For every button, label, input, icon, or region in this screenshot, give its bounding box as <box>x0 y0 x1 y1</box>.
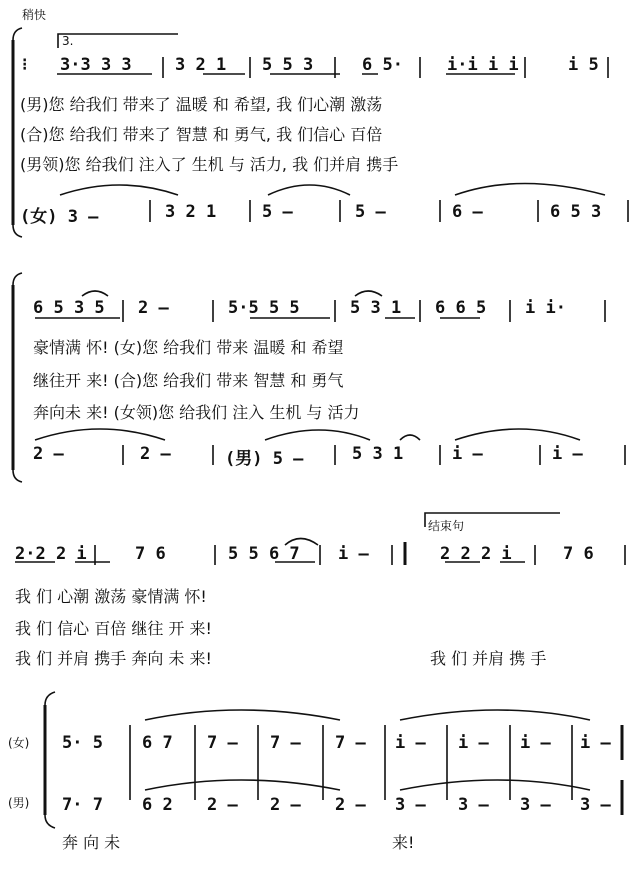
male-bar-6: i – <box>552 444 583 464</box>
lyric-ending: 我 们 并肩 携 手 <box>430 649 547 668</box>
bar-14: 7 6 <box>135 544 166 564</box>
female-bar-1: 5· 5 <box>62 733 103 753</box>
male-bar-4: 5 3 1 <box>352 444 404 464</box>
female-bar-3: 5 – <box>262 202 293 222</box>
bar-15: 5 5 6 7 <box>228 544 300 564</box>
male-bar-1: 7· 7 <box>62 795 103 815</box>
male-bar-3: (男) 5 – <box>225 449 304 469</box>
male-bar-4: 2 – <box>270 795 301 815</box>
male-bar-1: 2 – <box>33 444 64 464</box>
male-label: (男) <box>8 796 30 810</box>
lyric-ending: 来! <box>392 833 415 852</box>
lyric-line-1: 我 们 心潮 激荡 豪情满 怀! <box>15 587 207 606</box>
bar-9: 5·5 5 5 <box>228 298 300 318</box>
lyric-line-2: 我 们 信心 百倍 继往 开 来! <box>15 619 212 638</box>
bar-7: 6 5 3 5 <box>33 298 105 318</box>
male-bar-2: 2 – <box>140 444 171 464</box>
male-bar-5: i – <box>452 444 483 464</box>
bar-13: 2·2 2 i <box>15 544 87 564</box>
volta-3: 3. <box>62 34 74 48</box>
female-bar-6: 6 5 3 <box>550 202 602 222</box>
lyric-male-lead: (男领)您 给我们 注入了 生机 与 活力, 我 们并肩 携手 <box>20 155 399 174</box>
tempo-marking: 稍快 <box>22 8 47 22</box>
male-bar-5: 2 – <box>335 795 366 815</box>
bar-5: i·i i i <box>447 55 519 75</box>
lyric-line-1: 豪情满 怀! (女)您 给我们 带来 温暖 和 希望 <box>33 338 344 357</box>
lyric-male: (男)您 给我们 带来了 温暖 和 希望, 我 们心潮 激荡 <box>20 95 383 114</box>
male-bar-9: 3 – <box>580 795 611 815</box>
female-bar-2: 6 7 <box>142 733 173 753</box>
male-bar-2: 6 2 <box>142 795 173 815</box>
lyric-line-3: 奔向未 来! (女领)您 给我们 注入 生机 与 活力 <box>33 403 360 422</box>
male-bar-7: 3 – <box>458 795 489 815</box>
female-bar-7: i – <box>458 733 489 753</box>
female-label: (女) <box>8 736 30 750</box>
female-bar-4: 7 – <box>270 733 301 753</box>
bar-6: i 5 <box>568 55 599 75</box>
bar-12: i i· <box>525 298 566 318</box>
repeat-sign: ⁝ <box>22 55 28 75</box>
ending-label: 结束句 <box>428 519 465 533</box>
lyric-line-3: 我 们 并肩 携手 奔向 未 来! <box>15 649 212 668</box>
female-bar-9: i – <box>580 733 611 753</box>
bar-10: 5 3 1 <box>350 298 402 318</box>
female-bar-4: 5 – <box>355 202 386 222</box>
bar-2: 3 2 1 <box>175 55 227 75</box>
bar-17: 2 2 2 i <box>440 544 512 564</box>
female-bar-6: i – <box>395 733 426 753</box>
female-bar-3: 7 – <box>207 733 238 753</box>
bar-8: 2 – <box>138 298 169 318</box>
female-bar-2: 3 2 1 <box>165 202 217 222</box>
male-bar-3: 2 – <box>207 795 238 815</box>
bar-11: 6 6 5 <box>435 298 487 318</box>
bar-18: 7 6 <box>563 544 594 564</box>
male-bar-8: 3 – <box>520 795 551 815</box>
male-bar-6: 3 – <box>395 795 426 815</box>
female-bar-5: 6 – <box>452 202 483 222</box>
bar-4: 6 5· <box>362 55 403 75</box>
lyric-line: 奔 向 未 <box>62 833 121 852</box>
bar-16: i – <box>338 544 369 564</box>
lyric-chorus: (合)您 给我们 带来了 智慧 和 勇气, 我 们信心 百倍 <box>20 125 383 144</box>
female-bar-8: i – <box>520 733 551 753</box>
female-bar-1: (女) 3 – <box>20 207 99 227</box>
bar-3: 5 5 3 <box>262 55 314 75</box>
bar-1: 3·3 3 3 <box>60 55 132 75</box>
female-bar-5: 7 – <box>335 733 366 753</box>
lyric-line-2: 继往开 来! (合)您 给我们 带来 智慧 和 勇气 <box>33 371 344 390</box>
